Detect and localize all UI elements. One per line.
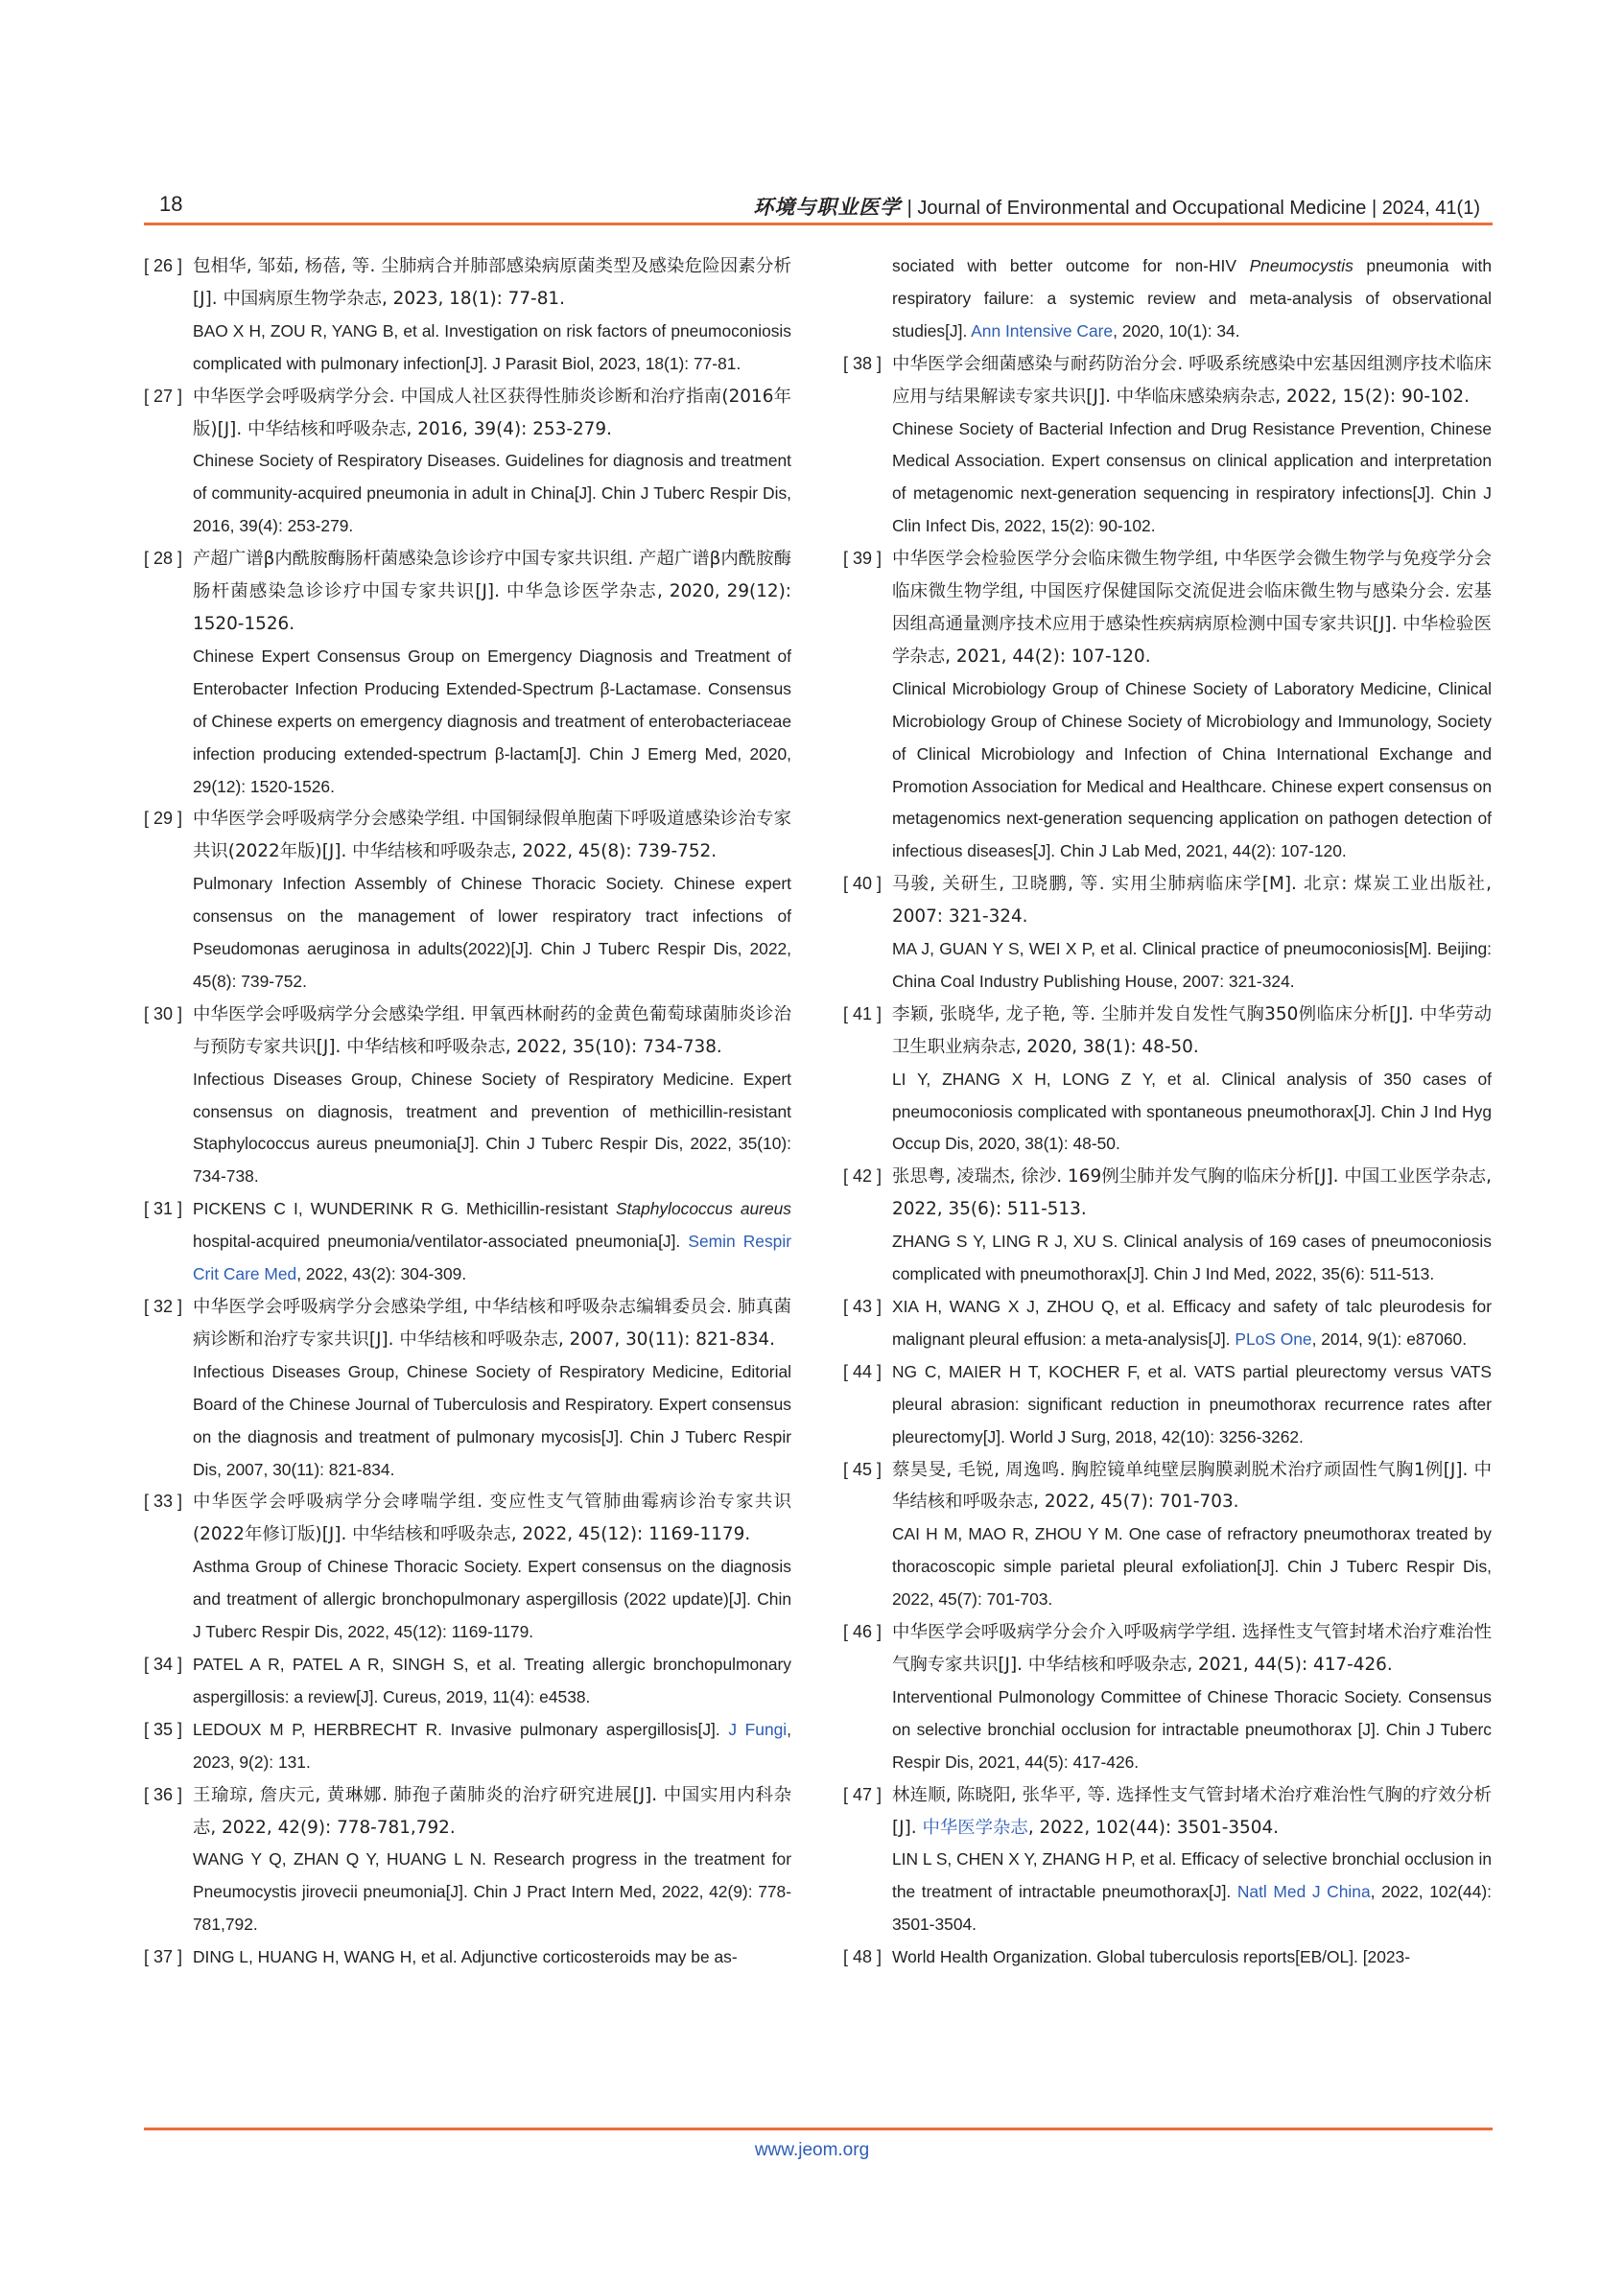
reference-item	[144, 1291, 791, 1486]
reference-item	[843, 543, 1492, 868]
reference-cn: 中华医学会呼吸病学分会感染学组. 中国铜绿假单胞菌下呼吸道感染诊治专家共识(2022年版)[J]. 中华结核和呼吸杂志, 2022, 45(8): 739-752.	[193, 809, 791, 862]
reference-number: [ 44 ]	[843, 1361, 883, 1381]
reference-en: PATEL A R, PATEL A R, SINGH S, et al. Treating allergic bronchopulmonary aspergillosis: a review[J]. Cureus, 2019, 11(4): e4538.	[193, 1654, 791, 1706]
reference-item	[144, 1193, 791, 1291]
reference-en: Chinese Society of Bacterial Infection and Drug Resistance Prevention, Chinese Medical Association. Expert consensus on clinical application and interpretation of metagenomic next-generation sequencing in respiratory infections[J]. Chin J Clin Infect Dis, 2022, 15(2): 90-102.	[892, 418, 1492, 536]
journal-logo-cn: 环境与职业医学	[753, 195, 902, 219]
references-left-column	[144, 250, 791, 1974]
journal-link[interactable]: Ann Intensive Care	[971, 320, 1114, 341]
reference-cn: 马骏, 关研生, 卫晓鹏, 等. 实用尘肺病临床学[M]. 北京: 煤炭工业出版社, 2007: 321-324.	[892, 874, 1492, 928]
reference-cn: 产超广谱β内酰胺酶肠杆菌感染急诊诊疗中国专家共识组. 产超广谱β内酰胺酶肠杆菌感染急诊诊疗中国专家共识[J]. 中华急诊医学杂志, 2020, 29(12): 1520-1526.	[193, 549, 791, 634]
page-number: 18	[159, 192, 183, 216]
reference-number: [ 33 ]	[144, 1492, 183, 1512]
reference-number: [ 26 ]	[144, 256, 183, 275]
reference-cn: 中华医学会呼吸病学分会. 中国成人社区获得性肺炎诊断和治疗指南(2016年版)[J]. 中华结核和呼吸杂志, 2016, 39(4): 253-279.	[193, 386, 791, 439]
reference-number: [ 45 ]	[843, 1459, 883, 1479]
reference-number: [ 28 ]	[144, 549, 183, 569]
reference-item	[843, 1356, 1492, 1454]
reference-item	[843, 1616, 1492, 1779]
journal-title	[753, 192, 1480, 221]
reference-number: [ 43 ]	[843, 1297, 883, 1316]
reference-en: ZHANG S Y, LING R J, XU S. Clinical analysis of 169 cases of pneumoconiosis complicated with pneumothorax[J]. Chin J Ind Med, 2022, 35(6): 511-513.	[892, 1232, 1492, 1284]
reference-number: [ 34 ]	[144, 1654, 183, 1674]
reference-item	[144, 1941, 791, 1974]
reference-cn: 中华医学会呼吸病学分会哮喘学组. 变应性支气管肺曲霉病诊治专家共识(2022年修订版)[J]. 中华结核和呼吸杂志, 2022, 45(12): 1169-1179.	[193, 1492, 791, 1545]
reference-number: [ 35 ]	[144, 1719, 183, 1739]
reference-item	[144, 250, 791, 381]
reference-en: Infectious Diseases Group, Chinese Society of Respiratory Medicine, Editorial Board of the Chinese Journal of Tuberculosis and Respiratory. Expert consensus on the diagnosis and treatment of pulmonary mycosis[J]. Chin J Tuberc Respir Dis, 2007, 30(11): 821-834.	[193, 1361, 791, 1479]
reference-en: Asthma Group of Chinese Thoracic Society. Expert consensus on the diagnosis and treatment of allergic bronchopulmonary aspergillosis (2022 update)[J]. Chin J Tuberc Respir Dis, 2022, 45(12): 1169-1179.	[193, 1557, 791, 1642]
reference-en: WANG Y Q, ZHAN Q Y, HUANG L N. Research progress in the treatment for Pneumocystis jirovecii pneumonia[J]. Chin J Pract Intern Med, 2022, 42(9): 778-781,792.	[193, 1849, 791, 1935]
reference-number: [ 31 ]	[144, 1199, 183, 1219]
reference-en: LIN L S, CHEN X Y, ZHANG H P, et al. Efficacy of selective bronchial occlusion in the treatment of intractable pneumothorax[J]. Natl Med J China, 2022, 102(44): 3501-3504.	[892, 1849, 1492, 1935]
reference-item	[843, 999, 1492, 1162]
reference-en: MA J, GUAN Y S, WEI X P, et al. Clinical practice of pneumoconiosis[M]. Beijing: China Coal Industry Publishing House, 2007: 321-324.	[892, 939, 1492, 991]
reference-en: CAI H M, MAO R, ZHOU Y M. One case of refractory pneumothorax treated by thoracoscopic simple parietal pleural exfoliation[J]. Chin J Tuberc Respir Dis, 2022, 45(7): 701-703.	[892, 1524, 1492, 1610]
reference-number: [ 42 ]	[843, 1166, 883, 1187]
page-header	[144, 186, 1492, 224]
reference-item	[144, 381, 791, 544]
reference-number: [ 46 ]	[843, 1622, 883, 1642]
reference-en: LEDOUX M P, HERBRECHT R. Invasive pulmonary aspergillosis[J]. J Fungi, 2023, 9(2): 131.	[193, 1719, 792, 1772]
reference-en: Pulmonary Infection Assembly of Chinese Thoracic Society. Chinese expert consensus on the management of lower respiratory tract infections of Pseudomonas aeruginosa in adults(2022)[J]. Chin J Tuberc Respir Dis, 2022, 45(8): 739-752.	[193, 874, 791, 991]
header-rule	[144, 223, 1493, 225]
reference-item	[843, 1941, 1492, 1974]
reference-item	[843, 348, 1492, 543]
reference-en: PICKENS C I, WUNDERINK R G. Methicillin-resistant Staphylococcus aureus hospital-acquired pneumonia/ventilator-associated pneumonia[J]. Semin Respir Crit Care Med, 2022, 43(2): 304-309.	[193, 1199, 791, 1284]
reference-en: LI Y, ZHANG X H, LONG Z Y, et al. Clinical analysis of 350 cases of pneumoconiosis complicated with spontaneous pneumothorax[J]. Chin J Ind Hyg Occup Dis, 2020, 38(1): 48-50.	[892, 1069, 1492, 1154]
reference-cn: 中华医学会呼吸病学分会感染学组, 中华结核和呼吸杂志编辑委员会. 肺真菌病诊断和治疗专家共识[J]. 中华结核和呼吸杂志, 2007, 30(11): 821-834.	[193, 1297, 791, 1350]
reference-number: [ 48 ]	[843, 1947, 883, 1967]
species-name: Staphylococcus aureus	[615, 1199, 791, 1219]
journal-name-en: | Journal of Environmental and Occupational Medicine | 2024, 41(1)	[906, 198, 1480, 219]
footer-rule	[144, 2128, 1493, 2130]
reference-item	[144, 1714, 791, 1779]
reference-number: [ 38 ]	[843, 353, 883, 373]
reference-cn: 中华医学会检验医学分会临床微生物学组, 中华医学会微生物学与免疫学分会临床微生物学组, 中国医疗保健国际交流促进会临床微生物与感染分会. 宏基因组高通量测序技术应用于感染性疾病病原检测中国专家共识[J]. 中华检验医学杂志, 2021, 44(2): 107-120.	[892, 549, 1492, 667]
references-right-column	[843, 250, 1492, 1974]
reference-number: [ 27 ]	[144, 386, 183, 406]
reference-item	[843, 1161, 1492, 1291]
reference-cn: 中华医学会呼吸病学分会感染学组. 甲氧西林耐药的金黄色葡萄球菌肺炎诊治与预防专家共识[J]. 中华结核和呼吸杂志, 2022, 35(10): 734-738.	[193, 1003, 791, 1057]
reference-cn: 李颖, 张晓华, 龙子艳, 等. 尘肺并发自发性气胸350例临床分析[J]. 中华劳动卫生职业病杂志, 2020, 38(1): 48-50.	[892, 1003, 1492, 1057]
reference-number: [ 41 ]	[843, 1003, 883, 1023]
reference-cn: 蔡昊旻, 毛锐, 周逸鸣. 胸腔镜单纯壁层胸膜剥脱术治疗顽固性气胸1例[J]. 中华结核和呼吸杂志, 2022, 45(7): 701-703.	[892, 1459, 1492, 1513]
reference-item	[144, 543, 791, 803]
reference-item	[144, 999, 791, 1193]
journal-link[interactable]: 中华医学杂志	[922, 1817, 1028, 1838]
reference-en: BAO X H, ZOU R, YANG B, et al. Investigation on risk factors of pneumoconiosis complicated with pulmonary infection[J]. J Parasit Biol, 2023, 18(1): 77-81.	[193, 320, 791, 373]
journal-link[interactable]: J Fungi	[728, 1719, 788, 1739]
reference-item	[144, 1486, 791, 1649]
reference-cn: 张思粤, 凌瑞杰, 徐沙. 169例尘肺并发气胸的临床分析[J]. 中国工业医学杂志, 2022, 35(6): 511-513.	[892, 1166, 1492, 1220]
reference-en: NG C, MAIER H T, KOCHER F, et al. VATS partial pleurectomy versus VATS pleural abrasion: significant reduction in pneumothorax recurrence rates after pleurectomy[J]. World J Surg, 2018, 42(10): 3256-3262.	[892, 1361, 1492, 1446]
reference-item	[843, 1779, 1492, 1942]
journal-link[interactable]: Natl Med J China	[1236, 1882, 1371, 1902]
reference-continuation: sociated with better outcome for non-HIV Pneumocystis pneumonia with respiratory failure: a systemic review and meta-analysis of observational studies[J]. Ann Intensive Care, 2020, 10(1): 34.	[892, 256, 1492, 341]
reference-en: Chinese Expert Consensus Group on Emergency Diagnosis and Treatment of Enterobacter Infection Producing Extended-Spectrum β-Lactamase. Consensus of Chinese experts on emergency diagnosis and treatment of enterobacteriaceae infection producing extended-spectrum β-lactam[J]. Chin J Emerg Med, 2020, 29(12): 1520-1526.	[193, 646, 791, 796]
reference-number: [ 47 ]	[843, 1784, 883, 1804]
reference-en: Infectious Diseases Group, Chinese Society of Respiratory Medicine. Expert consensus on diagnosis, treatment and prevention of methicillin-resistant Staphylococcus aureus pneumonia[J]. Chin J Tuberc Respir Dis, 2022, 35(10): 734-738.	[193, 1069, 791, 1187]
reference-cn: 包相华, 邹茹, 杨蓓, 等. 尘肺病合并肺部感染病原菌类型及感染危险因素分析[J]. 中国病原生物学杂志, 2023, 18(1): 77-81.	[193, 256, 791, 309]
reference-item	[144, 803, 791, 998]
reference-en: XIA H, WANG X J, ZHOU Q, et al. Efficacy and safety of talc pleurodesis for malignant pleural effusion: a meta-analysis[J]. PLoS One, 2014, 9(1): e87060.	[892, 1297, 1492, 1349]
journal-link[interactable]: PLoS One	[1235, 1329, 1312, 1349]
reference-cn: 林连顺, 陈晓阳, 张华平, 等. 选择性支气管封堵术治疗难治性气胸的疗效分析[J]. 中华医学杂志, 2022, 102(44): 3501-3504.	[892, 1784, 1492, 1838]
reference-en: DING L, HUANG H, WANG H, et al. Adjunctive corticosteroids may be as-	[193, 1947, 738, 1967]
reference-item	[843, 868, 1492, 999]
reference-cn: 中华医学会呼吸病学分会介入呼吸病学学组. 选择性支气管封堵术治疗难治性气胸专家共识[J]. 中华结核和呼吸杂志, 2021, 44(5): 417-426.	[892, 1622, 1492, 1675]
reference-number: [ 39 ]	[843, 549, 883, 569]
reference-item	[843, 1291, 1492, 1356]
reference-number: [ 32 ]	[144, 1297, 183, 1316]
reference-item	[843, 1454, 1492, 1617]
reference-number: [ 29 ]	[144, 809, 183, 829]
reference-number: [ 36 ]	[144, 1784, 183, 1804]
reference-en: Chinese Society of Respiratory Diseases. Guidelines for diagnosis and treatment of community-acquired pneumonia in adult in China[J]. Chin J Tuberc Respir Dis, 2016, 39(4): 253-279.	[193, 451, 791, 536]
reference-item	[144, 1649, 791, 1714]
reference-number: [ 37 ]	[144, 1947, 183, 1967]
reference-cn: 王瑜琼, 詹庆元, 黄琳娜. 肺孢子菌肺炎的治疗研究进展[J]. 中国实用内科杂志, 2022, 42(9): 778-781,792.	[193, 1784, 791, 1838]
reference-en: Clinical Microbiology Group of Chinese Society of Laboratory Medicine, Clinical Microbiology Group of Chinese Society of Microbiology and Immunology, Society of Clinical Microbiology and Infection of China International Exchange and Promotion Association for Medical and Healthcare. Chinese expert consensus on metagenomics next-generation sequencing application on pathogen detection of infectious diseases[J]. Chin J Lab Med, 2021, 44(2): 107-120.	[892, 678, 1492, 861]
footer-url[interactable]: www.jeom.org	[754, 2140, 870, 2160]
reference-number: [ 30 ]	[144, 1003, 183, 1023]
reference-item	[144, 1779, 791, 1942]
reference-en: World Health Organization. Global tuberculosis reports[EB/OL]. [2023-	[892, 1947, 1411, 1967]
reference-number: [ 40 ]	[843, 874, 883, 894]
reference-en: Interventional Pulmonology Committee of Chinese Thoracic Society. Consensus on selective bronchial occlusion for intractable pneumothorax [J]. Chin J Tuberc Respir Dis, 2021, 44(5): 417-426.	[892, 1686, 1492, 1772]
journal-link[interactable]: Semin Respir Crit Care Med	[193, 1232, 791, 1284]
species-name: Pneumocystis	[1249, 256, 1353, 275]
reference-cn: 中华医学会细菌感染与耐药防治分会. 呼吸系统感染中宏基因组测序技术临床应用与结果解读专家共识[J]. 中华临床感染病杂志, 2022, 15(2): 90-102.	[892, 353, 1492, 407]
